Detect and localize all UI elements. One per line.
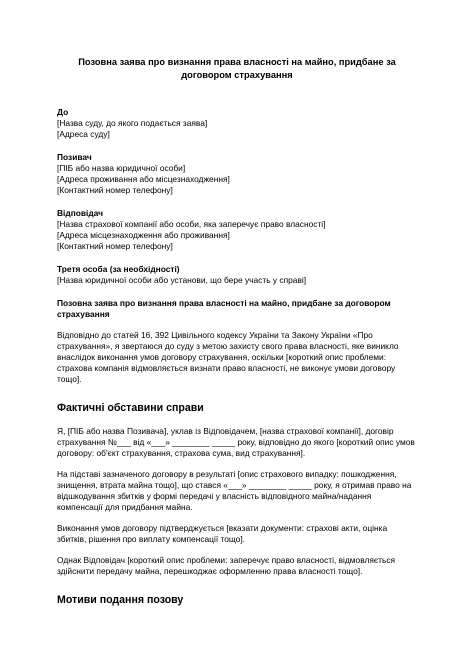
third-party-name: [Назва юридичної особи або установи, що бере участь у справі] <box>57 275 307 285</box>
defendant-label: Відповідач <box>57 208 103 218</box>
addressee-block <box>57 107 417 140</box>
plaintiff-label: Позивач <box>57 152 92 162</box>
court-address: [Адреса суду] <box>57 129 110 139</box>
plaintiff-address: [Адреса проживання або місцезнаходження] <box>57 174 230 184</box>
third-party-label: Третя особа (за необхідності) <box>57 264 180 274</box>
court-name: [Назва суду, до якого подається заява] <box>57 118 208 128</box>
third-party-block <box>57 264 417 286</box>
defendant-address: [Адреса місцезнаходження або проживання] <box>57 230 230 240</box>
facts-paragraph: Виконання умов договору підтверджується [вказати документи: страхові акти, оцінка збитків, рішення про виплату компенсації тощо]. <box>57 523 388 544</box>
addressee-label: До <box>57 107 69 117</box>
facts-paragraph: На підставі зазначеного договору в результаті [опис страхового випадку: пошкодження, знищення, втрата майна тощо], що стався «___» ________ _____ року, я отримав право на відшкодування збитків у формі передачі у власність відповідного майна/надання компенсації для придбання майна. <box>57 469 412 512</box>
section-motives-heading: Мотиви подання позову <box>57 594 184 606</box>
facts-paragraph: Однак Відповідач [короткий опис проблеми: заперечує право власності, відмовляється здійснити передачу майна, перешкоджає оформленню права власності тощо]. <box>57 555 396 576</box>
document-title: Позовна заява про визнання права власності на майно, придбане за договором страхування <box>78 57 396 80</box>
defendant-phone: [Контактний номер телефону] <box>57 241 173 251</box>
plaintiff-phone: [Контактний номер телефону] <box>57 185 173 195</box>
defendant-block <box>57 208 417 252</box>
facts-paragraph: Я, [ПІБ або назва Позивача], уклав із Відповідачем, [назва страхової компанії], договір страхування №___ від «___» ________ _____ року, відповідно до якого [короткий опис умов договору: об'єкт страхування, страхова сума, вид страхування]. <box>57 426 415 458</box>
intro-paragraph: Відповідно до статей 16, 392 Цивільного кодексу України та Закону України «Про страхування», я звертаюся до суду з метою захисту свого права власності, яке виникло внаслідок виконання умов договору страхування, оскільки [короткий опис проблеми: страхова компанія відмовляється визнати право власності, не виконує умови договору тощо]. <box>57 330 399 384</box>
plaintiff-block <box>57 152 417 196</box>
defendant-name: [Назва страхової компанії або особи, яка заперечує право власності] <box>57 219 326 229</box>
claim-heading: Позовна заява про визнання права власності на майно, придбане за договором страхування <box>57 298 391 319</box>
section-facts-heading: Фактичні обставини справи <box>57 402 204 414</box>
plaintiff-name: [ПІБ або назва юридичної особи] <box>57 163 186 173</box>
